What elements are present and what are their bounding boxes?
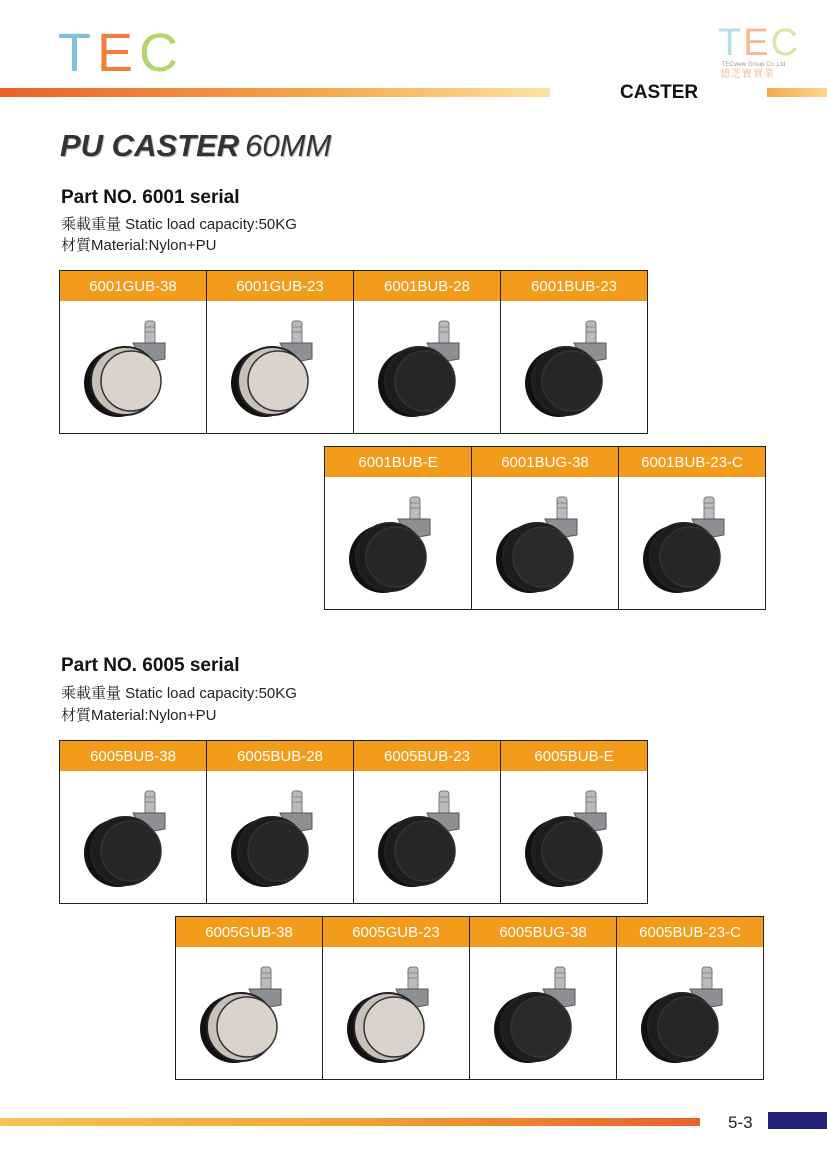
product-photo xyxy=(325,477,471,609)
company-name: TECview Group Co.,Ltd xyxy=(722,62,786,68)
material: 材質Material:Nylon+PU xyxy=(61,707,217,724)
product-cell xyxy=(501,741,647,903)
product-photo xyxy=(354,771,500,903)
product-cell xyxy=(619,447,765,609)
caster-icon xyxy=(338,483,458,603)
product-cell xyxy=(325,447,471,609)
page-marker xyxy=(768,1112,827,1129)
product-photo xyxy=(354,301,500,433)
product-code: 6005BUG-38 xyxy=(470,917,616,947)
product-photo xyxy=(501,771,647,903)
product-code: 6001BUB-23 xyxy=(501,271,647,301)
product-code: 6005GUB-38 xyxy=(176,917,322,947)
caster-icon xyxy=(514,307,634,427)
product-cell xyxy=(323,917,469,1079)
caster-icon xyxy=(485,483,605,603)
page-title: PU CASTER 60MM xyxy=(60,128,332,163)
footer-bar xyxy=(0,1118,700,1126)
company-name-cn: 德芝寶實業 xyxy=(720,69,775,80)
product-cell xyxy=(60,741,206,903)
product-cell xyxy=(207,271,353,433)
caster-icon xyxy=(632,483,752,603)
product-grid xyxy=(59,740,648,904)
caster-icon xyxy=(73,307,193,427)
company-logo: TEC TECview Group Co.,Ltd 德芝寶實業 xyxy=(718,24,803,84)
section-label: CASTER xyxy=(620,82,699,103)
caster-icon xyxy=(220,307,340,427)
product-code: 6001BUB-28 xyxy=(354,271,500,301)
product-code: 6005GUB-23 xyxy=(323,917,469,947)
product-code: 6001BUB-E xyxy=(325,447,471,477)
caster-icon xyxy=(220,777,340,897)
product-photo xyxy=(207,301,353,433)
product-cell xyxy=(354,741,500,903)
product-grid xyxy=(175,916,764,1080)
caster-icon xyxy=(514,777,634,897)
product-code: 6005BUB-38 xyxy=(60,741,206,771)
header-bar-right xyxy=(767,88,827,97)
load-capacity: 乘載重量 Static load capacity:50KG xyxy=(61,685,297,702)
tec-logo: TEC xyxy=(58,23,185,83)
product-cell xyxy=(60,271,206,433)
caster-icon xyxy=(483,953,603,1073)
product-cell xyxy=(354,271,500,433)
page-number: 5-3 xyxy=(728,1113,753,1132)
caster-icon xyxy=(189,953,309,1073)
product-code: 6005BUB-28 xyxy=(207,741,353,771)
header-bar xyxy=(0,88,550,97)
product-code: 6005BUB-23 xyxy=(354,741,500,771)
part-number-heading: Part NO. 6001 serial xyxy=(61,187,240,208)
product-cell xyxy=(207,741,353,903)
product-cell xyxy=(617,917,763,1079)
product-code: 6001BUB-23-C xyxy=(619,447,765,477)
caster-icon xyxy=(630,953,750,1073)
product-photo xyxy=(60,771,206,903)
product-photo xyxy=(60,301,206,433)
product-photo xyxy=(323,947,469,1079)
product-photo xyxy=(501,301,647,433)
product-cell xyxy=(470,917,616,1079)
product-photo xyxy=(617,947,763,1079)
product-photo xyxy=(472,477,618,609)
caster-icon xyxy=(367,777,487,897)
product-photo xyxy=(176,947,322,1079)
product-code: 6005BUB-23-C xyxy=(617,917,763,947)
caster-icon xyxy=(73,777,193,897)
product-code: 6001GUB-23 xyxy=(207,271,353,301)
product-code: 6001BUG-38 xyxy=(472,447,618,477)
product-photo xyxy=(207,771,353,903)
product-photo xyxy=(470,947,616,1079)
material: 材質Material:Nylon+PU xyxy=(61,237,217,254)
product-code: 6001GUB-38 xyxy=(60,271,206,301)
product-grid xyxy=(324,446,766,610)
load-capacity: 乘載重量 Static load capacity:50KG xyxy=(61,216,297,233)
product-cell xyxy=(176,917,322,1079)
product-cell xyxy=(501,271,647,433)
product-code: 6005BUB-E xyxy=(501,741,647,771)
caster-icon xyxy=(367,307,487,427)
product-grid xyxy=(59,270,648,434)
caster-icon xyxy=(336,953,456,1073)
product-cell xyxy=(472,447,618,609)
part-number-heading: Part NO. 6005 serial xyxy=(61,655,240,676)
product-photo xyxy=(619,477,765,609)
